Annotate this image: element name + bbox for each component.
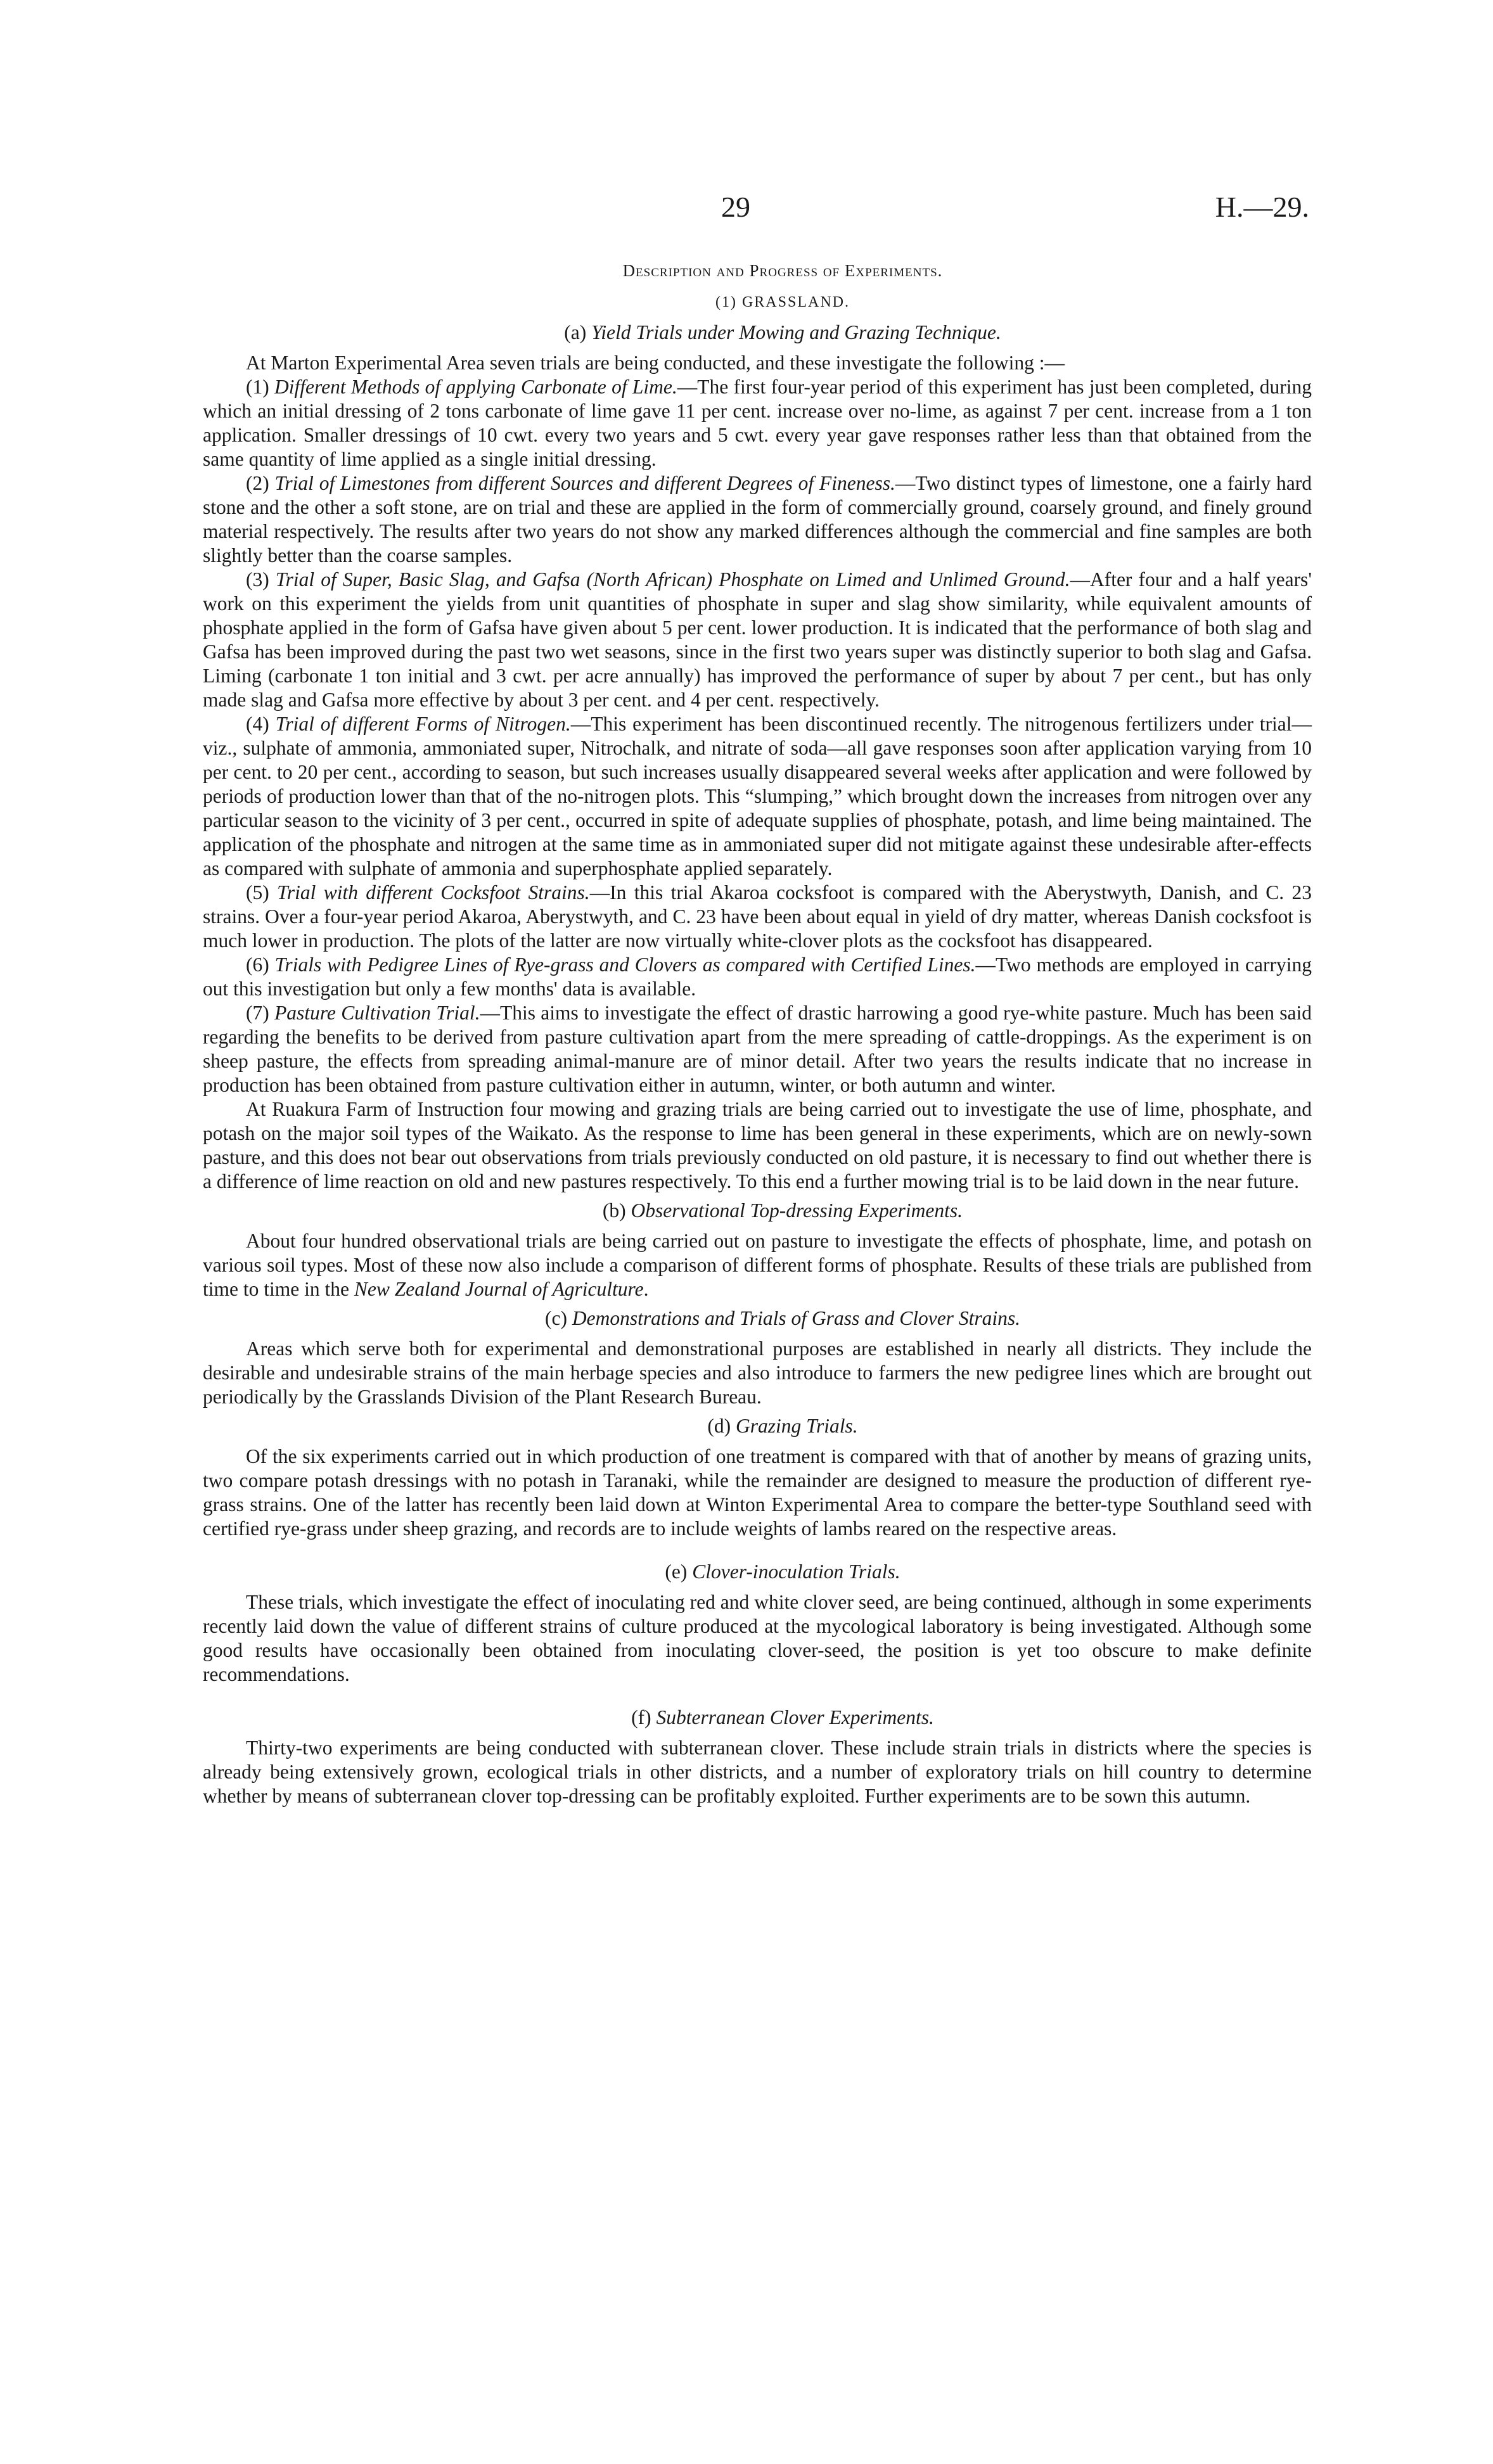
subsection-a-title: Yield Trials under Mowing and Grazing Technique. [591,321,1001,343]
paragraph-b-text: About four hundred observational trials are being carried out on pasture to investigate the effects of phosphate, lime, and potash on various soil types. Most of these now also include a comparison of different forms of phosphate. Results of these trials are published from time to time in the [203,1230,1312,1300]
trial-number: (7) [246,1002,269,1024]
trial-title: Trial of Super, Basic Slag, and Gafsa (North African) Phosphate on Limed and Unlimed Ground. [275,568,1070,590]
trial-text: —Two methods are employed in carrying out this investigation but only a few months' data is available. [203,954,1312,1000]
trial-text: —This aims to investigate the effect of drastic harrowing a good rye-white pasture. Much has been said regarding the benefits to be derived from pasture cultivation apart from the mere spreading of cattle-droppings. As the experiment is on sheep pasture, the effects from spreading animal-manure are of minor detail. After two years the results indicate that no increase in production has been obtained from pasture cultivation either in autumn, winter, or both autumn and winter. [203,1002,1312,1096]
subsection-b-heading [203,1199,1312,1223]
subsection-c-title: Demonstrations and Trials of Grass and Clover Strains. [572,1307,1020,1329]
trial-text: —This experiment has been discontinued recently. The nitrogenous fertilizers under trial—viz., sulphate of ammonia, ammoniated super, Nitrochalk, and nitrate of soda—all gave responses soon after application varying from 10 per cent. to 20 per cent., according to season, but such increases usually disappeared several weeks after application and were followed by periods of production lower than that of the no-nitrogen plots. This “slumping,” which brought down the increases from nitrogen over any particular season to the vicinity of 3 per cent., occurred in spite of adequate supplies of phosphate, potash, and lime being maintained. The application of the phosphate and nitrogen at the same time as in ammoniated super did not mitigate against these undesirable after-effects as compared with sulphate of ammonia and superphosphate applied separately. [203,713,1312,879]
section-title-grassland: (1) GRASSLAND. [715,294,850,310]
trial-number: (6) [246,954,269,976]
trial-title: Different Methods of applying Carbonate of Lime. [274,376,677,398]
paragraph-f: Thirty-two experiments are being conducted with subterranean clover. These include strain trials in districts where the species is already being extensively grown, ecological trials in other districts, and a number of exploratory trials on hill country to determine whether by means of subterranean clover top-dressing can be profitably exploited. Further experiments are to be sown this autumn. [203,1737,1312,1807]
trial-title: Trial of Limestones from different Sources and different Degrees of Fineness. [274,472,895,494]
trial-number: (5) [246,881,269,903]
subsection-b-letter: (b) [602,1199,626,1222]
document-code: H.—29. [1215,191,1309,223]
subsection-e-heading [203,1560,1312,1584]
paragraph-b-end: . [643,1278,649,1300]
subsection-f-title: Subterranean Clover Experiments. [656,1706,934,1728]
subsection-a-heading [203,321,1312,345]
trial-title: Pasture Cultivation Trial. [274,1002,480,1024]
subsection-f-heading [203,1706,1312,1730]
trial-paragraph-6 [203,953,1312,1001]
subsection-d-title: Grazing Trials. [736,1415,858,1437]
trial-number: (4) [246,713,269,735]
paragraph-e: These trials, which investigate the effect of inoculating red and white clover seed, are being continued, although in some experiments recently laid down the value of different strains of culture produced at the mycological laboratory is being investigated. Although some good results have occasionally been obtained from inoculating clover-seed, the position is yet too obscure to make definite recommendations. [203,1591,1312,1685]
subsection-f-letter: (f) [631,1706,651,1728]
trial-number: (1) [246,376,269,398]
journal-title: New Zealand Journal of Agriculture [354,1278,644,1300]
trial-paragraph-1 [203,375,1312,471]
subsection-c-letter: (c) [545,1307,567,1329]
trial-number: (3) [246,568,269,590]
report-title: Description and Progress of Experiments. [622,261,943,280]
paragraph-d: Of the six experiments carried out in which production of one treatment is compared with that of another by means of grazing units, two compare potash dressings with no potash in Taranaki, while the remainder are designed to measure the production of different rye-grass strains. One of the latter has recently been laid down at Winton Experimental Area to compare the better-type Southland seed with certified rye-grass under sheep grazing, and records are to include weights of lambs reared on the respective areas. [203,1445,1312,1540]
trial-text: —In this trial Akaroa cocksfoot is compared with the Aberystwyth, Danish, and C. 23 strains. Over a four-year period Akaroa, Aberystwyth, and C. 23 have been about equal in yield of dry matter, whereas Danish cocksfoot is much lower in production. The plots of the latter are now virtually white-clover plots as the cocksfoot has disappeared. [203,881,1312,952]
trial-text: —The first four-year period of this experiment has just been completed, during which an initial dressing of 2 tons carbonate of lime gave 11 per cent. increase over no-lime, as against 7 per cent. increase from a 1 ton application. Smaller dressings of 10 cwt. every two years and 5 cwt. every year gave responses rather less than that obtained from the same quantity of lime applied as a single initial dressing. [203,376,1312,470]
page-number: 29 [721,191,750,223]
trial-paragraph-2 [203,471,1312,568]
trial-text: —After four and a half years' work on this experiment the yields from unit quantities of phosphate in super and slag show similarity, while equivalent amounts of phosphate applied in the form of Gafsa have given about 5 per cent. lower production. It is indicated that the performance of both slag and Gafsa has been improved during the past two wet seasons, since in the first two years super was distinctly superior to both slag and Gafsa. Liming (carbonate 1 ton initial and 3 cwt. per acre annually) has improved the performance of super by about 7 per cent., but has only made slag and Gafsa more effective by about 3 per cent. and 4 per cent. respectively. [203,568,1312,711]
subsection-d-heading [203,1414,1312,1438]
trial-title: Trial of different Forms of Nitrogen. [275,713,571,735]
ruakura-paragraph: At Ruakura Farm of Instruction four mowing and grazing trials are being carried out to investigate the use of lime, phosphate, and potash on the major soil types of the Waikato. As the response to lime has been general in these experiments, which are on newly-sown pasture, and this does not bear out observations from trials previously conducted on old pasture, it is necessary to find out whether there is a difference of lime reaction on old and new pastures respectively. To this end a further mowing trial is to be laid down in the near future. [203,1098,1312,1192]
trial-number: (2) [246,472,269,494]
subsection-d-letter: (d) [707,1415,731,1437]
trial-paragraph-5 [203,881,1312,953]
paragraph-c: Areas which serve both for experimental and demonstrational purposes are established in nearly all districts. They include the desirable and undesirable strains of the main herbage species and also introduce to farmers the new pedigree lines which are brought out periodically by the Grasslands Division of the Plant Research Bureau. [203,1337,1312,1408]
document-body [203,190,1312,1808]
subsection-e-letter: (e) [665,1561,688,1583]
intro-paragraph: At Marton Experimental Area seven trials are being conducted, and these investigate the following :— [246,352,1065,374]
trial-paragraph-7 [203,1001,1312,1097]
trial-title: Trials with Pedigree Lines of Rye-grass and Clovers as compared with Certified Lines. [274,954,976,976]
trial-paragraph-4 [203,712,1312,881]
subsection-c-heading [203,1306,1312,1331]
trial-paragraph-3 [203,568,1312,712]
subsection-e-title: Clover-inoculation Trials. [692,1561,900,1583]
subsection-b-title: Observational Top-dressing Experiments. [631,1199,963,1222]
trial-text: —Two distinct types of limestone, one a fairly hard stone and the other a soft stone, are on trial and these are applied in the form of commercially ground, coarsely ground, and finely ground material respectively. The results after two years do not show any marked differences although the commercial and fine samples are both slightly better than the coarse samples. [203,472,1312,566]
subsection-a-letter: (a) [564,321,587,343]
paragraph-b [203,1229,1312,1301]
trial-title: Trial with different Cocksfoot Strains. [277,881,590,903]
